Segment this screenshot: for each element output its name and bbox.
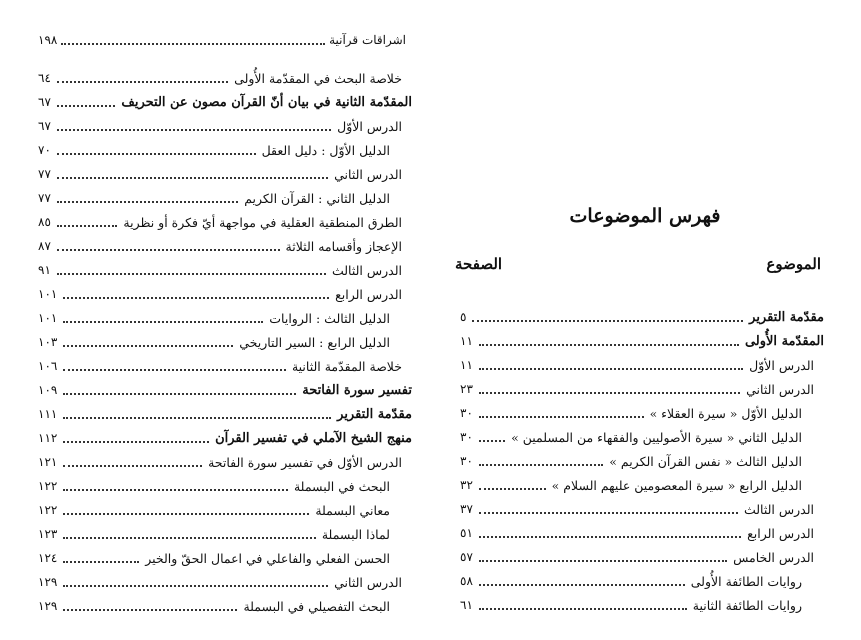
toc-entry-title: خلاصة البحث في المقدّمة الأُولى: [234, 70, 402, 86]
toc-entry: [38, 282, 412, 306]
toc-entry: [460, 473, 824, 497]
leader-dots: [57, 73, 228, 83]
running-head-title: اشراقات قرآنية: [329, 33, 406, 47]
leader-dots: [479, 504, 738, 514]
leader-dots: [57, 241, 280, 251]
toc-entry-title: الدرس الأوّل: [337, 118, 402, 134]
leader-dots: [57, 169, 328, 179]
toc-entry-page: ١٢٣: [38, 527, 58, 541]
toc-entry: [38, 138, 412, 162]
toc-entry-title: الدرس الرابع: [747, 525, 814, 541]
toc-entry: [460, 329, 824, 353]
toc-entry-title: الدليل الثالث « نفس القرآن الكريم »: [609, 453, 802, 469]
leader-dots: [479, 432, 505, 442]
toc-entry: [38, 210, 412, 234]
toc-entry-title: الدرس الثالث: [331, 262, 402, 278]
toc-entry-title: البحث التفصيلي في البسملة: [243, 598, 390, 614]
toc-entry-page: ٦٧: [38, 95, 51, 109]
toc-entry: [38, 522, 412, 546]
toc-entry: [38, 594, 412, 618]
toc-entry-title: الحسن الفعلي والفاعلي في اعمال الحقّ والخير: [145, 550, 390, 566]
toc-entry: [38, 162, 412, 186]
leader-dots: [479, 600, 687, 610]
toc-entry-page: ١١٢: [38, 431, 58, 445]
toc-entry: [38, 402, 412, 426]
toc-entry-page: ٣٧: [460, 502, 473, 516]
leader-dots: [63, 289, 329, 299]
leader-dots: [479, 480, 546, 490]
leader-dots: [63, 505, 309, 515]
toc-entry-page: ١٢٩: [38, 599, 58, 613]
toc-entry-title: الدرس الثالث: [743, 501, 814, 517]
toc-entry: [38, 378, 412, 402]
toc-entry: [38, 258, 412, 282]
index-title: فهرس الموضوعات: [569, 205, 721, 227]
toc-entry-page: ١٢٤: [38, 551, 58, 565]
leader-dots: [479, 384, 740, 394]
toc-entry-page: ١٠٦: [38, 359, 58, 373]
column-header-page: الصفحة: [455, 255, 503, 273]
toc-entry-page: ٥٨: [460, 574, 473, 588]
toc-entry-title: تفسير سورة الفاتحة: [302, 382, 412, 398]
toc-entry-title: لماذا البسملة: [321, 526, 390, 542]
toc-entry: [460, 377, 824, 401]
toc-entry-page: ٣٠: [460, 430, 473, 444]
toc-entry-title: الدليل الثالث : الروايات: [269, 310, 390, 326]
toc-entry-title: الدليل الأوّل : دليل العقل: [261, 142, 390, 158]
toc-entry-title: روايات الطائفة الثانية: [692, 597, 802, 613]
toc-entry-title: منهج الشيخ الآملي في تفسير القرآن: [215, 430, 412, 446]
leader-dots: [479, 336, 739, 346]
leader-dots: [63, 385, 296, 395]
toc-entry-title: البحث في البسملة: [293, 478, 390, 494]
leader-dots: [479, 408, 644, 418]
toc-entry-title: روايات الطائفة الأُولى: [690, 573, 802, 589]
toc-entry: [460, 353, 824, 377]
toc-entry: [38, 426, 412, 450]
toc-entry: [38, 546, 412, 570]
toc-entry-page: ٧٧: [38, 191, 51, 205]
toc-entry: [38, 186, 412, 210]
toc-entry-page: ١٢٢: [38, 479, 58, 493]
toc-entry: [38, 306, 412, 330]
toc-entry: [460, 401, 824, 425]
leader-dots: [63, 313, 263, 323]
leader-dots: [63, 481, 288, 491]
toc-entry-title: المقدّمة الثانية في بيان أنّ القرآن مصون عن التحريف: [121, 94, 412, 110]
toc-entry: [38, 450, 412, 474]
leader-dots: [63, 409, 331, 419]
toc-entry-title: الدليل الثاني : القرآن الكريم: [244, 190, 390, 206]
toc-entry-title: الإعجاز وأقسامه الثلاثة: [285, 238, 402, 254]
toc-entry: [38, 330, 412, 354]
toc-entry-title: الدرس الأوّل: [749, 357, 814, 373]
toc-entry-page: ٧٧: [38, 167, 51, 181]
column-header-subject: الموضوع: [766, 255, 821, 273]
toc-entry: [460, 593, 824, 617]
toc-entry-page: ٦٧: [38, 119, 51, 133]
toc-entry-title: الدليل الثاني « سيرة الأصوليين والفقهاء من المسلمين »: [511, 429, 802, 445]
leader-dots: [63, 601, 237, 611]
toc-entry-title: الدرس الثاني: [334, 574, 402, 590]
leader-dots: [63, 337, 233, 347]
leader-dots: [63, 433, 209, 443]
toc-entry: [38, 114, 412, 138]
toc-entry: [38, 234, 412, 258]
toc-entry: [460, 521, 824, 545]
toc-entry-page: ١٠١: [38, 287, 58, 301]
toc-entry-title: الطرق المنطقية العقلية في مواجهة أيّ فكرة أو نظرية: [123, 214, 402, 230]
leader-dots: [63, 577, 328, 587]
leader-dots: [479, 456, 603, 466]
toc-entry-page: ١٠٩: [38, 383, 58, 397]
toc-entry-page: ٣٠: [460, 406, 473, 420]
toc-entry-title: مقدّمة التقرير: [749, 309, 824, 325]
toc-entry-title: الدليل الأوّل « سيرة العقلاء »: [649, 405, 802, 421]
toc-entry-title: الدرس الثاني: [334, 166, 402, 182]
toc-entry-title: الدليل الرابع « سيرة المعصومين عليهم السلام »: [551, 477, 802, 493]
leader-dots: [57, 265, 326, 275]
leader-dots: [61, 35, 325, 45]
toc-entry-page: ١٢٩: [38, 575, 58, 589]
toc-entry-page: ١١: [460, 358, 473, 372]
toc-entry-page: ١٢٢: [38, 503, 58, 517]
toc-list-continued: [38, 66, 412, 618]
leader-dots: [57, 217, 118, 227]
toc-entry-page: ٨٧: [38, 239, 51, 253]
toc-entry: [38, 66, 412, 90]
leader-dots: [57, 97, 115, 107]
toc-entry-page: ١٠٣: [38, 335, 58, 349]
toc-entry-page: ٨٥: [38, 215, 51, 229]
toc-entry-page: ٦٤: [38, 71, 51, 85]
toc-entry-title: الدرس الخامس: [733, 549, 814, 565]
toc-entry-page: ٦١: [460, 598, 473, 612]
toc-entry: [460, 569, 824, 593]
leader-dots: [63, 457, 202, 467]
toc-entry: [460, 497, 824, 521]
right-page: [430, 0, 861, 640]
toc-list: [460, 305, 824, 617]
toc-entry-title: الدرس الرابع: [335, 286, 402, 302]
toc-entry-page: ٥١: [460, 526, 473, 540]
toc-entry-page: ٣٠: [460, 454, 473, 468]
toc-entry: [38, 90, 412, 114]
toc-entry-page: ٧٠: [38, 143, 51, 157]
toc-entry-page: ١٢١: [38, 455, 58, 469]
toc-entry-page: ٩١: [38, 263, 51, 277]
toc-entry-page: ١١: [460, 334, 473, 348]
toc-entry: [460, 545, 824, 569]
toc-entry: [460, 425, 824, 449]
leader-dots: [63, 553, 139, 563]
leader-dots: [57, 145, 256, 155]
toc-entry-title: الدرس الثاني: [746, 381, 814, 397]
toc-entry-title: الدليل الرابع : السير التاريخي: [239, 334, 390, 350]
toc-entry-title: مقدّمة التقرير: [337, 406, 412, 422]
left-page: [0, 0, 430, 640]
leader-dots: [479, 528, 741, 538]
toc-entry: [38, 570, 412, 594]
leader-dots: [63, 361, 286, 371]
leader-dots: [479, 360, 743, 370]
toc-entry: [460, 305, 824, 329]
toc-entry-page: ٥: [460, 310, 467, 324]
toc-entry: [460, 449, 824, 473]
toc-entry-title: معاني البسملة: [315, 502, 390, 518]
toc-entry-page: ١١١: [38, 407, 58, 421]
toc-entry-page: ٣٢: [460, 478, 473, 492]
leader-dots: [57, 121, 331, 131]
leader-dots: [57, 193, 238, 203]
running-head: [38, 30, 406, 50]
toc-entry-title: المقدّمة الأُولى: [744, 333, 824, 349]
page-number: ١٩٨: [38, 33, 58, 47]
toc-entry-page: ٥٧: [460, 550, 473, 564]
toc-entry: [38, 354, 412, 378]
toc-entry-page: ١٠١: [38, 311, 58, 325]
toc-entry-title: خلاصة المقدّمة الثانية: [291, 358, 402, 374]
toc-entry: [38, 498, 412, 522]
leader-dots: [472, 312, 743, 322]
leader-dots: [63, 529, 316, 539]
leader-dots: [479, 552, 727, 562]
toc-entry: [38, 474, 412, 498]
leader-dots: [479, 576, 685, 586]
toc-entry-title: الدرس الأوّل في تفسير سورة الفاتحة: [208, 454, 402, 470]
toc-entry-page: ٢٣: [460, 382, 473, 396]
